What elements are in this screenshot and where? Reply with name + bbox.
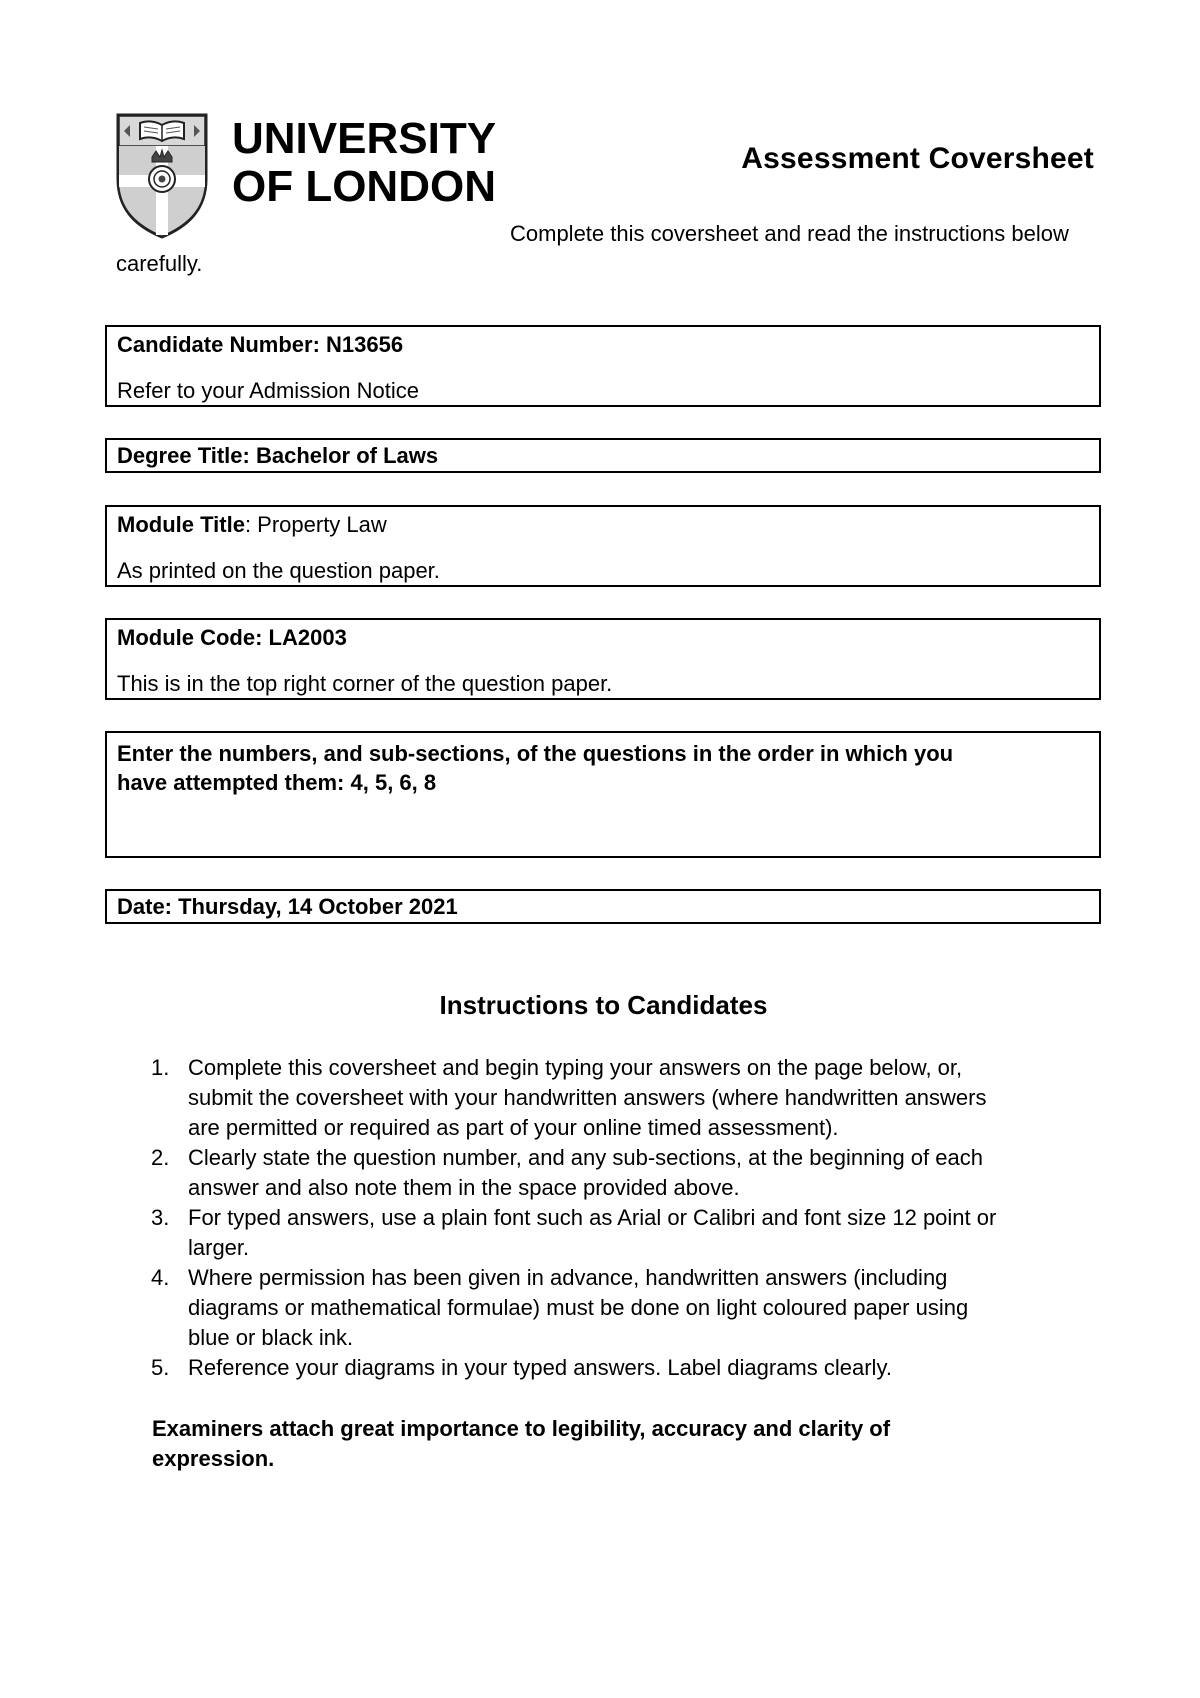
page-title: Assessment Coversheet: [741, 142, 1094, 175]
closing-note-line1: Examiners attach great importance to legibility, accuracy and clarity of: [152, 1416, 891, 1441]
instruction-item: [146, 1143, 1096, 1203]
degree-title-box[interactable]: [105, 438, 1101, 473]
logo-line1: UNIVERSITY: [232, 114, 496, 163]
instruction-line: diagrams or mathematical formulae) must be done on light coloured paper using: [188, 1295, 969, 1320]
instruction-line: are permitted or required as part of your online timed assessment).: [188, 1115, 839, 1140]
instruction-line: For typed answers, use a plain font such as Arial or Calibri and font size 12 point or: [188, 1205, 997, 1230]
instruction-item: [146, 1053, 1096, 1143]
module-code-note: This is in the top right corner of the question paper.: [117, 671, 613, 696]
questions-label-line1: Enter the numbers, and sub-sections, of the questions in the order in which you: [117, 741, 954, 766]
date-label: Date: Thursday, 14 October 2021: [117, 894, 458, 919]
logo-line2: OF LONDON: [232, 162, 496, 211]
module-code-label: Module Code: LA2003: [117, 625, 347, 650]
module-code-box[interactable]: [105, 618, 1101, 700]
instruction-line: Complete this coversheet and begin typing your answers on the page below, or,: [188, 1055, 963, 1080]
instruction-number: 2.: [151, 1145, 170, 1170]
instruction-line: blue or black ink.: [188, 1325, 354, 1350]
candidate-number-note: Refer to your Admission Notice: [117, 378, 420, 403]
degree-title-label: Degree Title: Bachelor of Laws: [117, 443, 439, 468]
intro-text: Complete this coversheet and read the instructions below carefully.: [116, 221, 1069, 276]
questions-attempted-box[interactable]: [105, 731, 1101, 858]
instruction-number: 3.: [151, 1205, 170, 1230]
candidate-number-label: Candidate Number: N13656: [117, 332, 404, 357]
instruction-line: answer and also note them in the space provided above.: [188, 1175, 740, 1200]
closing-note-line2: expression.: [152, 1446, 275, 1471]
module-title-label: Module Title: [117, 512, 245, 537]
instruction-number: 5.: [151, 1355, 170, 1380]
module-title-value: : Property Law: [244, 512, 387, 537]
instruction-line: Reference your diagrams in your typed answers. Label diagrams clearly.: [188, 1355, 892, 1380]
date-box[interactable]: [105, 889, 1101, 924]
instruction-item: [146, 1353, 1096, 1383]
instruction-number: 4.: [151, 1265, 170, 1290]
instruction-line: larger.: [188, 1235, 250, 1260]
instruction-line: Clearly state the question number, and any sub-sections, at the beginning of each: [188, 1145, 983, 1170]
instruction-line: Where permission has been given in advance, handwritten answers (including: [188, 1265, 948, 1290]
questions-label-line2: have attempted them: 4, 5, 6, 8: [117, 770, 437, 795]
module-title-note: As printed on the question paper.: [117, 558, 440, 583]
instructions-list: [146, 1053, 1096, 1383]
candidate-number-box[interactable]: [105, 325, 1101, 407]
instruction-line: submit the coversheet with your handwritten answers (where handwritten answers: [188, 1085, 987, 1110]
module-title-box[interactable]: [105, 505, 1101, 587]
instruction-item: [146, 1203, 1096, 1263]
instruction-item: [146, 1263, 1096, 1353]
instructions-heading: Instructions to Candidates: [439, 990, 768, 1020]
instruction-number: 1.: [151, 1055, 170, 1080]
closing-note: [152, 1414, 1052, 1474]
